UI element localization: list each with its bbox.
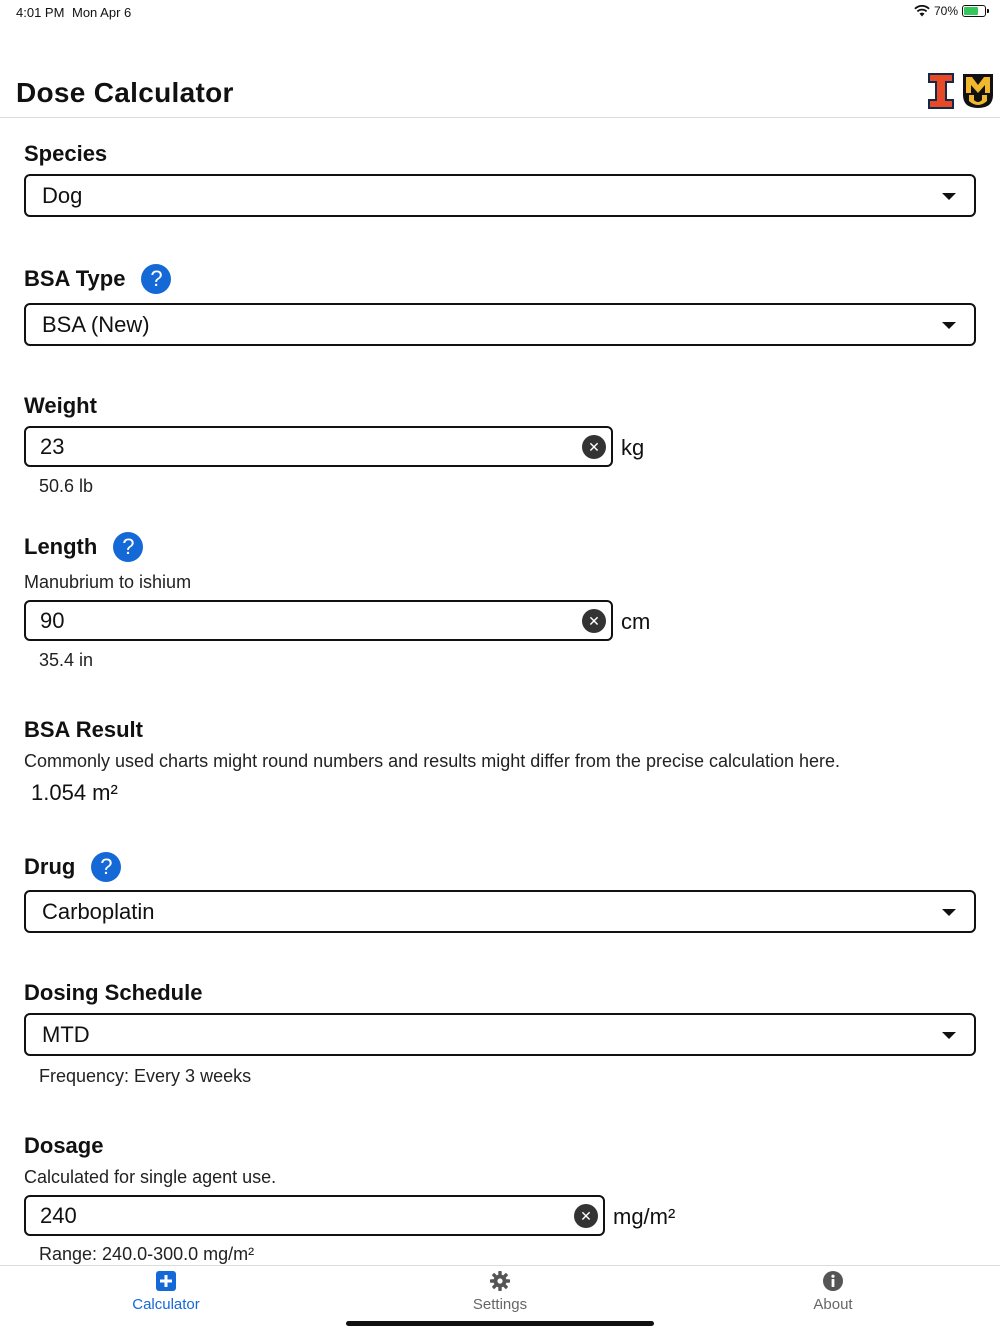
battery-icon [962,5,986,17]
status-right [914,4,986,18]
dosage-hint: Calculated for single agent use. [24,1167,277,1187]
nav-header [0,60,1000,118]
length-hint: Manubrium to ishium [24,572,192,592]
bsa-type-help-icon[interactable]: ? [141,264,171,294]
illinois-logo-icon [928,73,954,109]
weight-label: Weight [24,393,97,418]
weight-conversion: 50.6 lb [39,476,94,496]
tab-about-label: About [813,1296,853,1313]
length-input[interactable] [24,600,613,641]
weight-unit: kg [621,435,645,460]
bsa-type-select[interactable] [24,303,976,346]
clear-dosage-icon[interactable]: ✕ [574,1204,598,1228]
schedule-value: MTD [42,1021,90,1047]
dosage-unit: mg/m² [613,1204,676,1229]
clear-length-icon[interactable]: ✕ [582,609,606,633]
chevron-down-icon [942,1032,956,1039]
logos [928,73,994,109]
length-unit: cm [621,609,651,634]
gear-icon [489,1270,511,1292]
species-value: Dog [42,182,83,208]
home-indicator [346,1321,654,1326]
length-value: 90 [40,607,65,633]
bsa-result-note: Commonly used charts might round numbers and results might differ from the precise calculation here. [24,751,841,771]
dosage-label: Dosage [24,1133,104,1158]
weight-input[interactable] [24,426,613,467]
drug-value: Carboplatin [42,898,155,924]
schedule-frequency: Frequency: Every 3 weeks [39,1066,252,1086]
tab-settings-label: Settings [472,1296,528,1313]
schedule-select[interactable] [24,1013,976,1056]
dosage-input[interactable] [24,1195,605,1236]
mizzou-logo-icon [962,73,994,109]
length-help-icon[interactable]: ? [113,532,143,562]
chevron-down-icon [942,322,956,329]
plus-square-icon [155,1270,177,1292]
bsa-type-label: BSA Type ? [24,264,171,294]
status-time: 4:01 PM [16,5,65,20]
bsa-type-value: BSA (New) [42,311,150,337]
dosage-range: Range: 240.0-300.0 mg/m² [39,1244,255,1264]
wifi-icon [914,5,930,17]
chevron-down-icon [942,909,956,916]
drug-help-icon[interactable]: ? [91,852,121,882]
chevron-down-icon [942,193,956,200]
tab-about[interactable] [763,1270,903,1313]
length-conversion: 35.4 in [39,650,94,670]
info-icon [822,1270,844,1292]
tab-calculator[interactable] [96,1270,236,1313]
page-title: Dose Calculator [16,77,234,108]
tab-calculator-label: Calculator [132,1296,200,1313]
dosage-value: 240 [40,1202,77,1228]
weight-value: 23 [40,433,65,459]
drug-select[interactable] [24,890,976,933]
status-date: Mon Apr 6 [72,5,132,20]
length-label: Length ? [24,532,143,562]
species-select[interactable] [24,174,976,217]
species-label: Species [24,141,108,166]
tab-settings[interactable] [430,1270,570,1313]
bsa-result-value: 1.054 m² [31,780,118,805]
bsa-result-label: BSA Result [24,717,143,742]
drug-label: Drug ? [24,852,121,882]
battery-percent: 70% [933,4,958,18]
schedule-label: Dosing Schedule [24,980,203,1005]
clear-weight-icon[interactable]: ✕ [582,435,606,459]
status-bar [0,0,1000,24]
